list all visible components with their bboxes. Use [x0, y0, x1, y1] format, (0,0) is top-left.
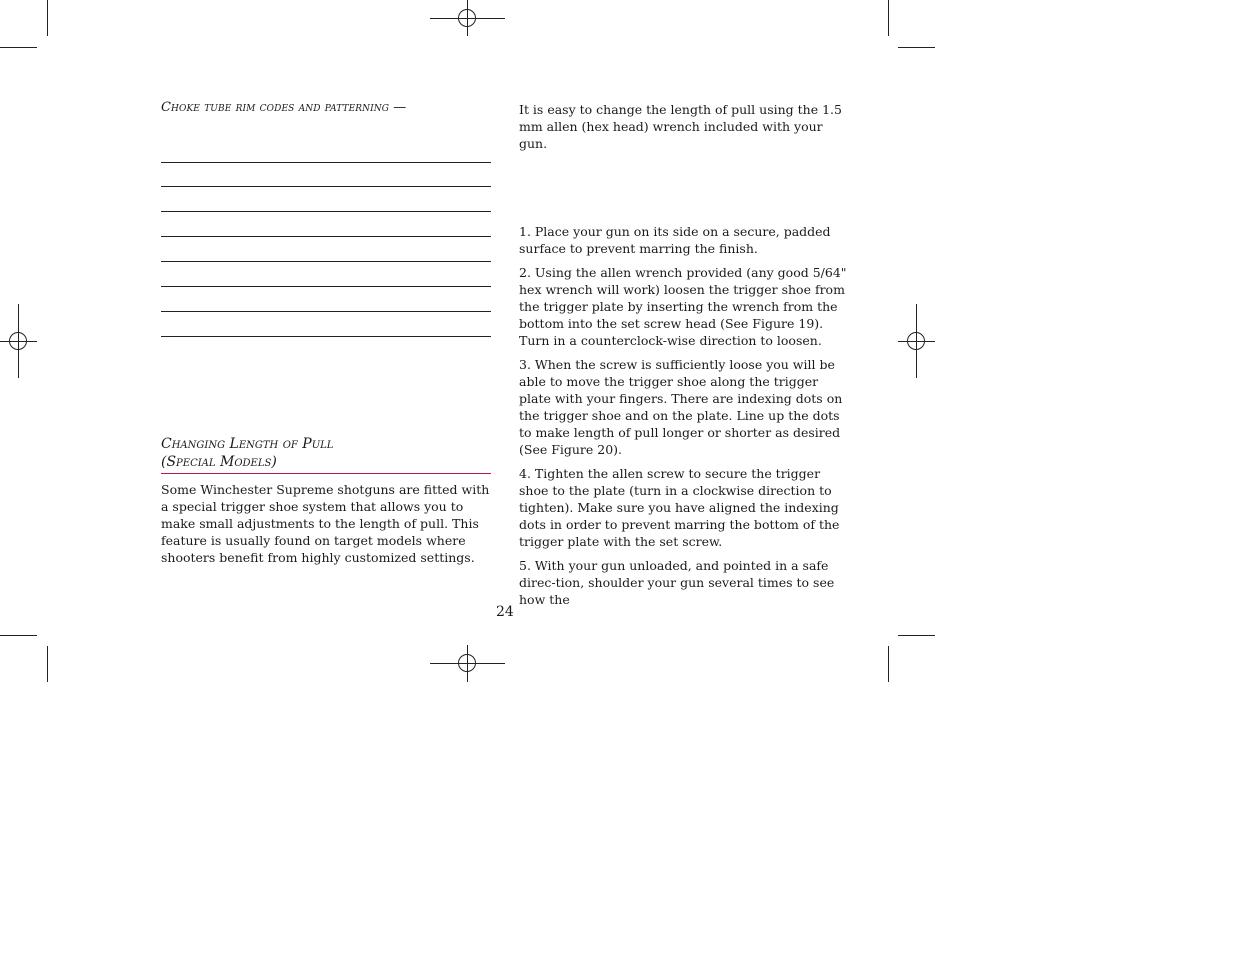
right-column — [519, 101, 853, 152]
heading-line: Changing Length of Pull — [161, 436, 334, 452]
step-paragraph: 3. When the screw is sufficiently loose you will be able to move the trigger shoe along the trigger plate with your fingers. There are indexing dots on the trigger shoe and on the plate. Line up the dots to make length of pull longer or shorter as desired (See Figure 20). — [519, 357, 843, 457]
fill-in-line — [161, 336, 491, 337]
fill-in-line — [161, 186, 491, 187]
heading-line: (Special Models) — [161, 454, 277, 470]
length-of-pull-heading — [161, 435, 491, 474]
crop-mark — [47, 646, 48, 682]
fill-in-line — [161, 311, 491, 312]
right-intro-paragraph: It is easy to change the length of pull using the 1.5 mm allen (hex head) wrench included with your gun. — [519, 102, 842, 151]
step-paragraph: 1. Place your gun on its side on a secure, padded surface to prevent marring the finish. — [519, 224, 831, 256]
fill-in-line — [161, 286, 491, 287]
crop-mark — [0, 635, 37, 636]
crop-mark — [898, 47, 935, 48]
registration-circle — [9, 332, 27, 350]
crop-mark — [888, 646, 889, 682]
fill-in-line — [161, 261, 491, 262]
crop-mark — [888, 0, 889, 36]
procedure-steps — [519, 223, 853, 615]
fill-in-line — [161, 162, 491, 163]
crop-mark — [47, 0, 48, 36]
choke-section-title: Choke tube rim codes and patterning — — [161, 100, 407, 115]
registration-circle — [458, 9, 476, 27]
crop-mark — [898, 635, 935, 636]
step-paragraph: 5. With your gun unloaded, and pointed in a safe direc-tion, shoulder your gun several times to see how the — [519, 558, 835, 607]
page-number: 24 — [496, 604, 514, 620]
crop-mark — [0, 47, 37, 48]
registration-circle — [458, 654, 476, 672]
fill-in-line — [161, 236, 491, 237]
registration-circle — [907, 332, 925, 350]
step-paragraph: 2. Using the allen wrench provided (any good 5/64" hex wrench will work) loosen the trigger shoe from the trigger plate by inserting the wrench from the bottom into the set screw head (See Figure 19). Turn in a counterclock-wise direction to loosen. — [519, 265, 847, 348]
length-of-pull-intro: Some Winchester Supreme shotguns are fitted with a special trigger shoe system that allows you to make small adjustments to the length of pull. This feature is usually found on target models where shooters benefit from highly customized settings. — [161, 482, 490, 565]
fill-in-line — [161, 211, 491, 212]
step-paragraph: 4. Tighten the allen screw to secure the trigger shoe to the plate (turn in a clockwise direction to tighten). Make sure you have aligned the indexing dots in order to prevent marring the bottom of the trigger plate with the set screw. — [519, 466, 840, 549]
